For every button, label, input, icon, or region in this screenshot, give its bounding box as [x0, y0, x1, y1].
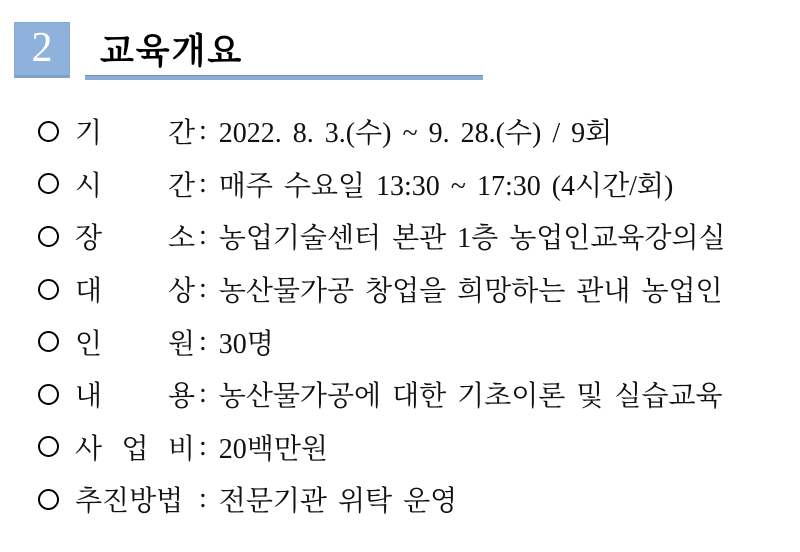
item-separator: :: [199, 483, 207, 515]
circle-bullet-icon: [38, 121, 59, 142]
list-item: [38, 315, 780, 368]
list-item: [38, 421, 780, 474]
circle-bullet-icon: [38, 489, 59, 510]
item-separator: :: [199, 220, 207, 252]
section-header: [0, 0, 800, 100]
title-underline: [85, 75, 483, 80]
item-separator: :: [199, 325, 207, 357]
item-separator: :: [199, 378, 207, 410]
list-item: [38, 368, 780, 421]
circle-bullet-icon: [38, 384, 59, 405]
section-number-badge: [14, 22, 70, 78]
item-value: 농업기술센터 본관 1층 농업인교육강의실: [218, 223, 726, 255]
item-value: 2022. 8. 3.(수) ~ 9. 28.(수) / 9회: [218, 118, 613, 150]
item-value: 30명: [218, 328, 274, 360]
item-label: 기 간: [75, 118, 195, 150]
item-value: 전문기관 위탁 운영: [218, 486, 458, 518]
item-label: 시 간: [75, 170, 195, 202]
circle-bullet-icon: [38, 436, 59, 457]
item-value: 20백만원: [218, 433, 328, 465]
list-item: [38, 158, 780, 211]
item-separator: :: [199, 167, 207, 199]
circle-bullet-icon: [38, 331, 59, 352]
list-item: [38, 263, 780, 316]
item-label: 장 소: [75, 223, 195, 255]
item-label: 대 상: [75, 276, 195, 308]
circle-bullet-icon: [38, 226, 59, 247]
item-label: 사 업 비: [75, 433, 195, 465]
item-value: 농산물가공 창업을 희망하는 관내 농업인: [218, 276, 723, 308]
list-item: [38, 473, 780, 526]
item-label: 인 원: [75, 328, 195, 360]
circle-bullet-icon: [38, 279, 59, 300]
list-item: [38, 105, 780, 158]
section-number: 2: [31, 24, 53, 71]
item-separator: :: [199, 273, 207, 305]
item-label: 내 용: [75, 381, 195, 413]
section-title: 교육개요: [100, 32, 244, 71]
list-item: [38, 210, 780, 263]
bullet-list: [38, 105, 780, 526]
circle-bullet-icon: [38, 173, 59, 194]
item-label: 추진방법: [75, 486, 184, 518]
item-value: 매주 수요일 13:30 ~ 17:30 (4시간/회): [218, 170, 674, 202]
item-value: 농산물가공에 대한 기초이론 및 실습교육: [218, 381, 723, 413]
item-separator: :: [199, 430, 207, 462]
item-separator: :: [199, 115, 207, 147]
